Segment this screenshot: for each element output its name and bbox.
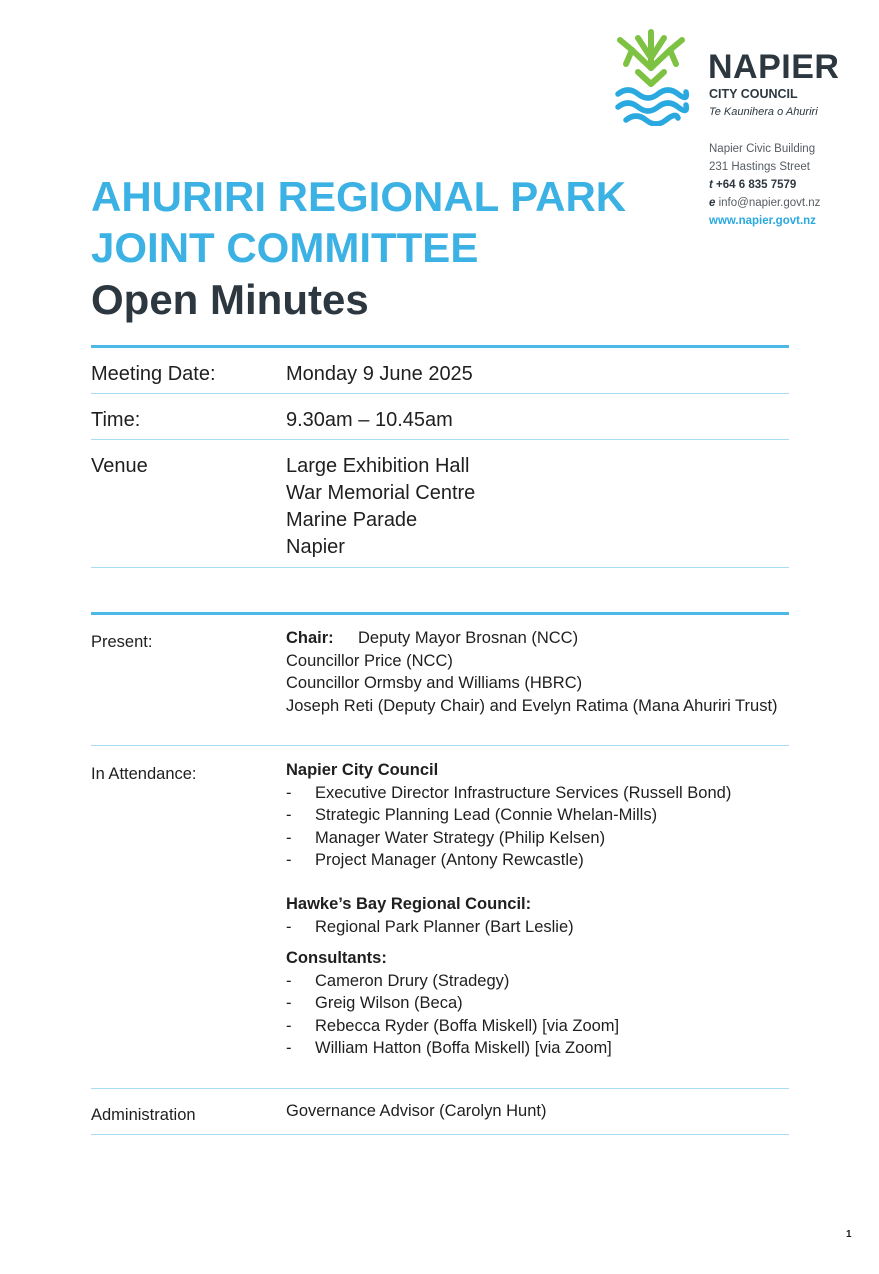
phone-line: t +64 6 835 7579	[709, 179, 797, 191]
row-divider	[91, 1088, 789, 1089]
address-line: 231 Hastings Street	[709, 161, 811, 173]
title-line: AHURIRI REGIONAL PARK	[91, 173, 627, 220]
org-logo-name: NAPIER	[708, 48, 840, 86]
administration-value: Governance Advisor (Carolyn Hunt)	[286, 1102, 547, 1120]
member-item: Joseph Reti (Deputy Chair) and Evelyn Ratima (Mana Ahuriri Trust)	[286, 696, 778, 715]
venue-line: War Memorial Centre	[286, 482, 476, 504]
list-item: - Rebecca Ryder (Boffa Miskell) [via Zoom]	[286, 1016, 620, 1035]
venue-value	[286, 453, 475, 561]
phone-number: +64 6 835 7579	[716, 179, 797, 191]
meeting-date-value: Monday 9 June 2025	[286, 363, 473, 385]
chair-line	[286, 627, 789, 650]
member-item: Councillor Price (NCC)	[286, 651, 453, 670]
row-divider	[91, 745, 789, 746]
group-heading: Napier City Council	[286, 761, 439, 779]
time-value: 9.30am – 10.45am	[286, 409, 453, 431]
row-divider	[91, 439, 789, 440]
list-item: - William Hatton (Boffa Miskell) [via Zoom]	[286, 1039, 612, 1057]
list-item: - Executive Director Infrastructure Services (Russell Bond)	[286, 783, 732, 802]
present-list	[286, 627, 789, 717]
website-link[interactable]: www.napier.govt.nz	[709, 215, 816, 227]
row-divider	[91, 567, 789, 568]
list-item: - Greig Wilson (Beca)	[286, 994, 463, 1012]
time-label: Time:	[91, 409, 141, 431]
section-top-rule	[91, 612, 789, 615]
administration-label: Administration	[91, 1106, 196, 1124]
list-item: - Project Manager (Antony Rewcastle)	[286, 851, 584, 869]
address-line: Napier Civic Building	[709, 143, 816, 155]
attendance-list	[286, 759, 731, 872]
napier-logo-icon	[612, 28, 690, 126]
attendance-label: In Attendance:	[91, 765, 197, 783]
row-divider	[91, 393, 789, 394]
email-line[interactable]: e info@napier.govt.nz	[709, 197, 821, 209]
document-title	[91, 171, 626, 273]
org-logo-sub: CITY COUNCIL	[709, 87, 798, 101]
group-heading: Hawke’s Bay Regional Council:	[286, 895, 532, 913]
venue-line: Large Exhibition Hall	[286, 455, 470, 477]
venue-label: Venue	[91, 455, 148, 477]
present-label: Present:	[91, 633, 153, 651]
chair-name: Deputy Mayor Brosnan (NCC)	[358, 629, 579, 647]
hbrc-list	[286, 893, 574, 938]
venue-line: Marine Parade	[286, 509, 418, 531]
list-item: - Cameron Drury (Stradegy)	[286, 971, 510, 990]
meeting-date-label: Meeting Date:	[91, 363, 216, 385]
page-number: 1	[846, 1229, 852, 1240]
venue-line: Napier	[286, 536, 345, 558]
group-heading: Consultants:	[286, 949, 387, 967]
list-item: - Manager Water Strategy (Philip Kelsen)	[286, 828, 606, 847]
consultants-list	[286, 947, 619, 1060]
row-divider	[91, 1134, 789, 1135]
chair-label: Chair:	[286, 629, 334, 647]
title-line: JOINT COMMITTEE	[91, 224, 479, 271]
list-item: - Regional Park Planner (Bart Leslie)	[286, 917, 574, 936]
org-maori-name: Te Kaunihera o Ahuriri	[709, 106, 818, 118]
table-top-rule	[91, 345, 789, 348]
document-subtitle: Open Minutes	[91, 276, 369, 323]
member-item: Councillor Ormsby and Williams (HBRC)	[286, 674, 583, 692]
list-item: - Strategic Planning Lead (Connie Whelan-Mills)	[286, 806, 658, 824]
contact-block	[709, 140, 820, 230]
email-address[interactable]: info@napier.govt.nz	[718, 197, 821, 209]
